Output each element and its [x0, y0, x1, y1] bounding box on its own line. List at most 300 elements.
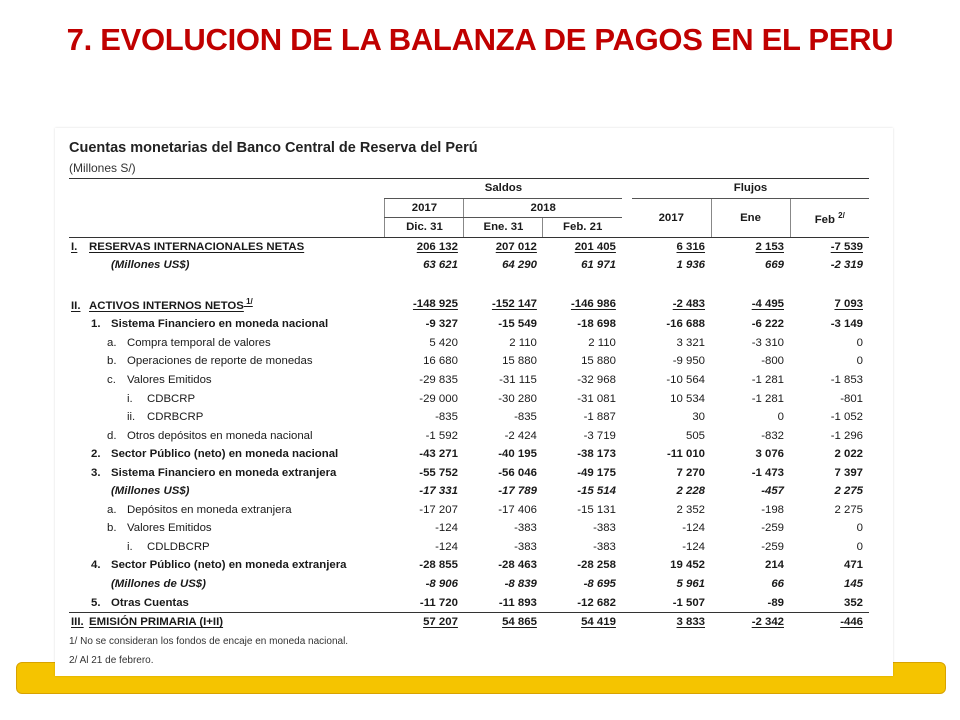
cell-value: 2 352 — [676, 503, 706, 516]
table-row — [69, 501, 869, 520]
table-cell — [711, 482, 790, 501]
cell-value: 6 316 — [676, 240, 706, 253]
row-label — [69, 593, 385, 612]
row-number: ii. — [127, 411, 136, 424]
table-cell — [385, 519, 464, 538]
table-cell — [711, 612, 790, 631]
column-gap — [622, 501, 632, 520]
cell-value: -28 855 — [419, 559, 458, 572]
table-cell — [385, 256, 464, 275]
cell-value: 206 132 — [416, 240, 458, 253]
table-cell — [385, 612, 464, 631]
table-cell — [632, 237, 711, 256]
cell-value: -446 — [840, 616, 863, 629]
header-2017: 2017 — [385, 198, 464, 218]
table-cell — [385, 426, 464, 445]
table-cell — [711, 519, 790, 538]
header-flujo-feb-label: Feb — [814, 213, 835, 226]
table-cell — [464, 237, 543, 256]
cell-value: -9 327 — [425, 318, 458, 331]
cell-value: -10 564 — [666, 373, 706, 386]
cell-value: -11 720 — [419, 596, 458, 609]
cell-value: 16 680 — [423, 355, 458, 368]
table-cell — [711, 426, 790, 445]
table-cell — [711, 575, 790, 594]
table-cell — [790, 293, 869, 315]
row-footnote-mark: 1/ — [243, 297, 253, 307]
cell-value: 19 452 — [670, 559, 706, 572]
row-label — [69, 519, 385, 538]
table-row — [69, 482, 869, 501]
cell-value: 2 228 — [676, 485, 706, 498]
table-cell — [385, 463, 464, 482]
table-cell — [543, 293, 622, 315]
header-2018: 2018 — [464, 198, 622, 218]
table-cell — [632, 315, 711, 334]
table-cell — [385, 237, 464, 256]
row-number: 3. — [91, 466, 101, 479]
row-spacer — [69, 275, 869, 294]
table-row — [69, 315, 869, 334]
table-cell — [385, 371, 464, 390]
cell-value: -383 — [593, 522, 616, 535]
header-saldos: Saldos — [385, 179, 622, 199]
row-label — [69, 352, 385, 371]
row-label-text: CDBCRP — [147, 392, 196, 405]
table-cell — [385, 293, 464, 315]
table-cell — [543, 482, 622, 501]
table-cell — [464, 334, 543, 353]
table-cell — [790, 501, 869, 520]
row-label — [69, 426, 385, 445]
table-image — [55, 128, 893, 676]
cell-value: 471 — [843, 559, 863, 572]
cell-value: -124 — [682, 540, 706, 553]
row-label — [69, 612, 385, 631]
row-label-text: (Millones US$) — [111, 259, 190, 272]
row-label — [69, 315, 385, 334]
cell-value: 2 110 — [588, 336, 616, 349]
row-label-text: Sector Público (neto) en moneda nacional — [111, 448, 339, 461]
table-cell — [711, 408, 790, 427]
table-cell — [711, 501, 790, 520]
cell-value: 57 207 — [423, 616, 458, 629]
cell-value: -1 507 — [672, 596, 706, 609]
table-subtitle: (Millones S/) — [69, 161, 136, 175]
row-number: 2. — [91, 448, 101, 461]
table-cell — [464, 575, 543, 594]
cell-value: 3 321 — [676, 336, 706, 349]
cell-value: -9 950 — [672, 355, 706, 368]
cell-value: -198 — [761, 503, 784, 516]
table-cell — [711, 538, 790, 557]
table-cell — [790, 408, 869, 427]
cell-value: -29 835 — [419, 373, 458, 386]
row-number: i. — [127, 392, 133, 405]
cell-value: 214 — [764, 559, 784, 572]
cell-value: -28 463 — [498, 559, 537, 572]
table-row — [69, 237, 869, 256]
cell-value: 207 012 — [495, 240, 537, 253]
table-cell — [632, 371, 711, 390]
table-cell — [543, 501, 622, 520]
cell-value: 15 880 — [502, 355, 537, 368]
row-label-text: Depósitos en moneda extranjera — [127, 503, 292, 516]
table-cell — [711, 256, 790, 275]
cell-value: -11 893 — [498, 596, 537, 609]
cell-value: 30 — [692, 411, 706, 424]
cell-value: -8 695 — [583, 578, 616, 590]
cell-value: -38 173 — [577, 448, 616, 461]
cell-value: -1 281 — [751, 392, 784, 405]
table-cell — [543, 463, 622, 482]
cell-value: -12 682 — [577, 596, 616, 609]
row-label-text: Sector Público (neto) en moneda extranjera — [111, 559, 347, 572]
cell-value: 7 270 — [676, 466, 706, 479]
table-cell — [464, 482, 543, 501]
cell-value: 2 275 — [834, 503, 863, 516]
row-number: I. — [71, 240, 78, 253]
table-row — [69, 426, 869, 445]
cell-value: -3 310 — [751, 336, 784, 349]
cell-value: -8 906 — [425, 578, 458, 590]
table-row — [69, 371, 869, 390]
table-row — [69, 593, 869, 612]
cell-value: -1 473 — [751, 466, 784, 479]
row-label-text: Sistema Financiero en moneda extranjera — [111, 466, 337, 479]
column-gap — [622, 556, 632, 575]
cell-value: 5 420 — [429, 336, 458, 349]
cell-value: -7 539 — [830, 240, 863, 253]
row-label-text: Compra temporal de valores — [127, 336, 271, 349]
table-cell — [790, 389, 869, 408]
table-body — [69, 237, 869, 631]
cell-value: -29 000 — [419, 392, 458, 405]
cell-value: -56 046 — [498, 466, 537, 479]
cell-value: 7 397 — [834, 466, 863, 479]
cell-value: 66 — [771, 578, 784, 590]
table-cell — [632, 501, 711, 520]
table-cell — [632, 445, 711, 464]
table-cell — [711, 556, 790, 575]
table-cell — [790, 519, 869, 538]
table-cell — [632, 538, 711, 557]
table-cell — [790, 315, 869, 334]
table-cell — [632, 593, 711, 612]
cell-value: -1 281 — [751, 373, 784, 386]
column-gap — [622, 237, 632, 256]
row-number: i. — [127, 540, 133, 553]
cell-value: 201 405 — [574, 240, 616, 253]
row-label-text: Otros depósitos en moneda nacional — [127, 429, 313, 442]
column-gap — [622, 463, 632, 482]
header-dic31: Dic. 31 — [385, 218, 464, 238]
cell-value: -3 149 — [830, 318, 863, 331]
table-cell — [632, 482, 711, 501]
cell-value: -31 081 — [577, 392, 616, 405]
row-label — [69, 371, 385, 390]
cell-value: 64 290 — [502, 259, 537, 272]
cell-value: -835 — [514, 411, 537, 424]
table-cell — [464, 593, 543, 612]
table-cell — [464, 556, 543, 575]
cell-value: 0 — [777, 411, 784, 424]
cell-value: -15 549 — [498, 318, 537, 331]
cell-value: -146 986 — [570, 298, 616, 311]
slide-title: 7. EVOLUCION DE LA BALANZA DE PAGOS EN EL PERU — [66, 22, 894, 57]
cell-value: -835 — [435, 411, 458, 424]
cell-value: 54 865 — [502, 616, 537, 629]
cell-value: 2 022 — [834, 448, 863, 461]
table-cell — [711, 593, 790, 612]
table-cell — [543, 237, 622, 256]
table-cell — [464, 293, 543, 315]
cell-value: 2 275 — [834, 485, 863, 498]
header-row-years — [69, 198, 869, 218]
table-row — [69, 293, 869, 315]
row-label-text: ACTIVOS INTERNOS NETOS — [89, 300, 244, 313]
table-cell — [543, 445, 622, 464]
cell-value: 61 971 — [581, 259, 616, 272]
row-label-text: (Millones US$) — [111, 485, 190, 498]
table-cell — [385, 408, 464, 427]
table-cell — [711, 389, 790, 408]
table-cell — [543, 315, 622, 334]
table-cell — [543, 334, 622, 353]
cell-value: 352 — [843, 596, 863, 609]
table-cell — [790, 237, 869, 256]
cell-value: -6 222 — [751, 318, 784, 331]
table-cell — [632, 575, 711, 594]
row-label — [69, 463, 385, 482]
table-row — [69, 256, 869, 275]
column-gap — [622, 371, 632, 390]
column-gap — [622, 575, 632, 594]
table-cell — [790, 538, 869, 557]
cell-value: -383 — [593, 540, 616, 553]
column-gap — [622, 334, 632, 353]
footnote-1: 1/ No se consideran los fondos de encaje en moneda nacional. — [69, 636, 349, 647]
table-cell — [790, 593, 869, 612]
table-cell — [543, 371, 622, 390]
row-label-text: Sistema Financiero en moneda nacional — [111, 318, 329, 331]
cell-value: -55 752 — [419, 466, 458, 479]
cell-value: 0 — [856, 336, 863, 349]
cell-value: -1 592 — [425, 429, 458, 442]
table-cell — [543, 389, 622, 408]
cell-value: -801 — [840, 392, 863, 405]
table-row — [69, 612, 869, 631]
row-number: a. — [107, 503, 117, 516]
cell-value: -43 271 — [419, 448, 458, 461]
cell-value: -2 319 — [830, 259, 863, 272]
header-flujos: Flujos — [632, 179, 869, 199]
row-label-text: RESERVAS INTERNACIONALES NETAS — [89, 240, 305, 253]
row-number: b. — [107, 522, 117, 535]
table-cell — [464, 501, 543, 520]
row-label-text: Otras Cuentas — [111, 596, 189, 609]
table-cell — [464, 426, 543, 445]
cell-value: -800 — [761, 355, 784, 368]
table-cell — [464, 256, 543, 275]
table-cell — [464, 519, 543, 538]
cell-value: -1 052 — [830, 411, 863, 424]
column-gap — [622, 519, 632, 538]
cell-value: 505 — [686, 429, 706, 442]
table-cell — [790, 371, 869, 390]
cell-value: 0 — [856, 540, 863, 553]
table-cell — [464, 612, 543, 631]
monetary-accounts-table — [69, 178, 869, 631]
cell-value: -40 195 — [498, 448, 537, 461]
table-cell — [385, 315, 464, 334]
row-label — [69, 575, 385, 594]
row-label-text: Valores Emitidos — [127, 522, 212, 535]
row-label — [69, 445, 385, 464]
cell-value: -31 115 — [499, 373, 537, 386]
table-cell — [711, 463, 790, 482]
row-label-text: Valores Emitidos — [127, 373, 212, 386]
table-row — [69, 538, 869, 557]
column-gap — [622, 293, 632, 315]
cell-value: -383 — [514, 540, 537, 553]
cell-value: 0 — [856, 522, 863, 535]
cell-value: -89 — [767, 596, 784, 609]
table-row — [69, 408, 869, 427]
column-gap — [622, 593, 632, 612]
row-label — [69, 482, 385, 501]
table-cell — [385, 538, 464, 557]
table-cell — [464, 408, 543, 427]
table-cell — [790, 463, 869, 482]
cell-value: 145 — [843, 578, 863, 590]
cell-value: -457 — [761, 485, 784, 498]
table-cell — [632, 352, 711, 371]
table-cell — [711, 334, 790, 353]
cell-value: -28 258 — [577, 559, 616, 572]
cell-value: 63 621 — [423, 259, 458, 272]
cell-value: -15 514 — [577, 485, 616, 498]
table-cell — [464, 445, 543, 464]
cell-value: -124 — [682, 522, 706, 535]
table-cell — [790, 445, 869, 464]
table-cell — [464, 371, 543, 390]
table-cell — [543, 538, 622, 557]
header-flujo-feb — [790, 198, 869, 237]
cell-value: -2 483 — [672, 298, 706, 311]
table-row — [69, 463, 869, 482]
header-flujo-ene: Ene — [711, 198, 790, 237]
row-label — [69, 408, 385, 427]
table-cell — [632, 408, 711, 427]
table-cell — [543, 556, 622, 575]
table-title: Cuentas monetarias del Banco Central de Reserva del Perú — [69, 140, 478, 156]
column-gap — [622, 352, 632, 371]
row-label-text: EMISIÓN PRIMARIA (I+II) — [89, 616, 224, 629]
table-cell — [543, 593, 622, 612]
table-cell — [543, 612, 622, 631]
table-cell — [464, 463, 543, 482]
table-cell — [385, 334, 464, 353]
table-cell — [711, 352, 790, 371]
table-cell — [543, 519, 622, 538]
row-label — [69, 293, 385, 315]
cell-value: -124 — [435, 540, 458, 553]
table-cell — [464, 538, 543, 557]
table-row — [69, 575, 869, 594]
row-label — [69, 237, 385, 256]
cell-value: -1 296 — [830, 429, 863, 442]
cell-value: -259 — [761, 540, 784, 553]
table-cell — [464, 352, 543, 371]
cell-value: -15 131 — [577, 503, 616, 516]
row-number: III. — [71, 616, 84, 629]
table-row — [69, 334, 869, 353]
cell-value: -17 406 — [498, 503, 537, 516]
row-label — [69, 501, 385, 520]
table-cell — [385, 501, 464, 520]
table-row — [69, 445, 869, 464]
table-cell — [790, 482, 869, 501]
table-cell — [790, 352, 869, 371]
row-label — [69, 334, 385, 353]
cell-value: -3 719 — [583, 429, 616, 442]
cell-value: -2 424 — [504, 429, 537, 442]
header-flujo-2017: 2017 — [632, 198, 711, 237]
cell-value: -17 789 — [498, 485, 537, 498]
table-cell — [711, 371, 790, 390]
table-cell — [543, 408, 622, 427]
table-cell — [385, 593, 464, 612]
header-feb21: Feb. 21 — [543, 218, 622, 238]
column-gap — [622, 408, 632, 427]
row-label — [69, 389, 385, 408]
header-row-groups — [69, 179, 869, 199]
row-number: d. — [107, 429, 117, 442]
table-cell — [632, 293, 711, 315]
row-number: c. — [107, 373, 116, 386]
cell-value: 10 534 — [670, 392, 706, 405]
cell-value: -32 968 — [577, 373, 616, 386]
table-cell — [632, 519, 711, 538]
cell-value: -1 887 — [583, 411, 616, 424]
table-cell — [711, 315, 790, 334]
cell-value: -30 280 — [498, 392, 537, 405]
row-number: 4. — [91, 559, 101, 572]
column-gap — [622, 538, 632, 557]
table-cell — [790, 426, 869, 445]
row-number: II. — [71, 300, 81, 313]
table-cell — [632, 256, 711, 275]
row-label-text: (Millones de US$) — [111, 578, 206, 590]
table-row — [69, 519, 869, 538]
header-flujo-feb-note: 2/ — [838, 210, 845, 220]
table-cell — [711, 293, 790, 315]
table-cell — [464, 315, 543, 334]
cell-value: -49 175 — [577, 466, 616, 479]
table-cell — [385, 445, 464, 464]
row-label — [69, 256, 385, 275]
row-label-text: CDLDBCRP — [147, 540, 210, 553]
cell-value: -148 925 — [412, 298, 458, 311]
table-cell — [464, 389, 543, 408]
table-cell — [711, 237, 790, 256]
table-row — [69, 352, 869, 371]
cell-value: -1 853 — [830, 373, 863, 386]
cell-value: 2 110 — [509, 336, 537, 349]
cell-value: 3 833 — [676, 616, 706, 629]
column-gap — [622, 389, 632, 408]
